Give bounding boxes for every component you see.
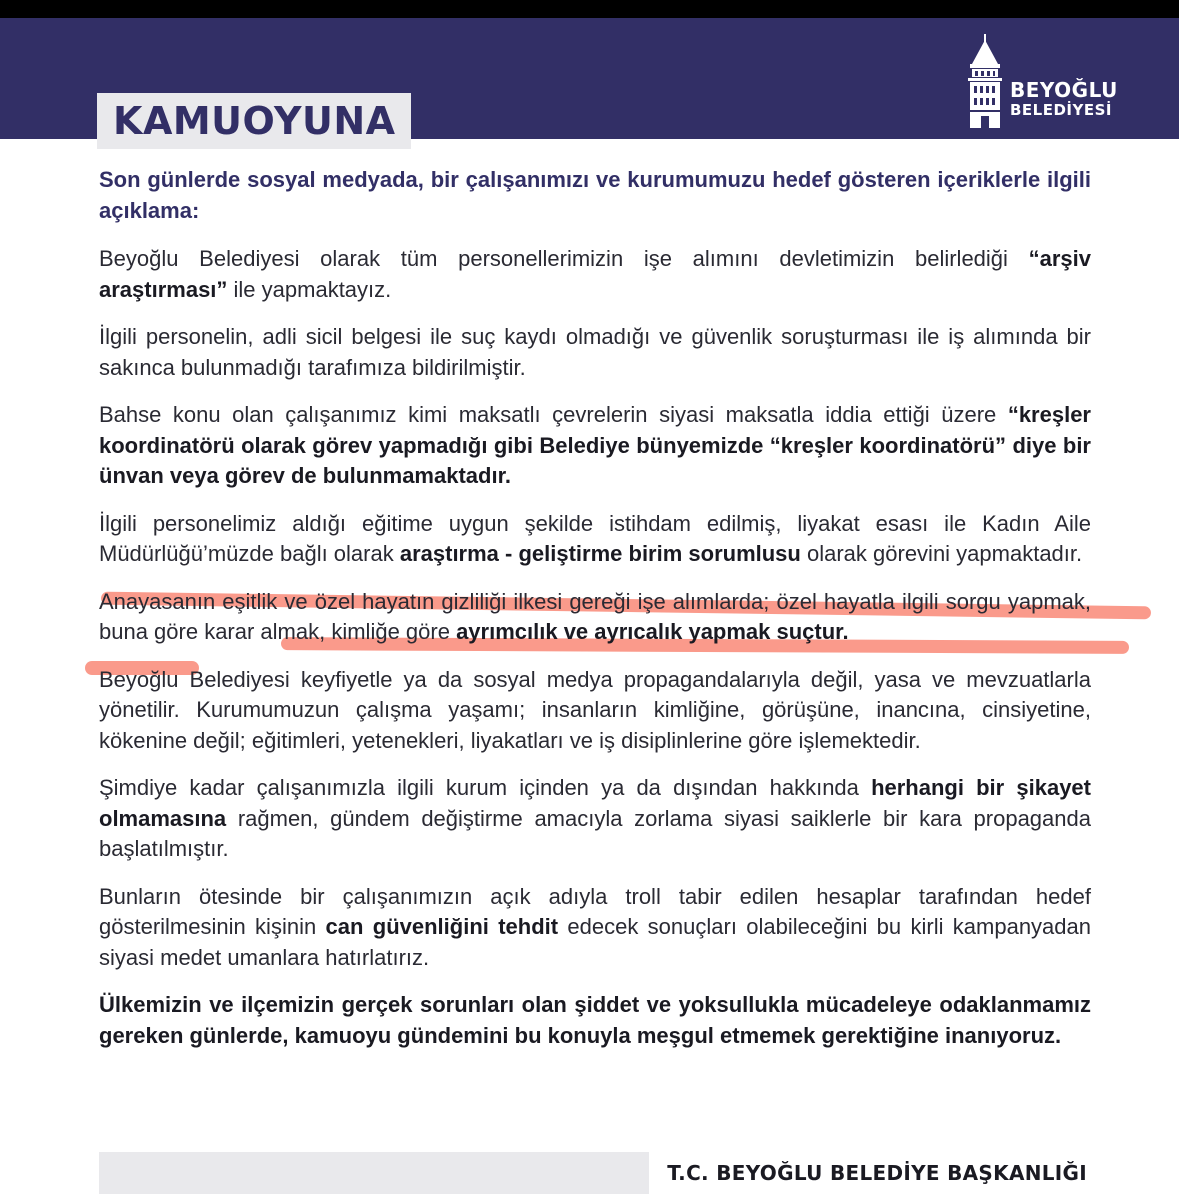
paragraph-4 xyxy=(99,509,1091,570)
paragraph-3-text: Bahse konu olan çalışanımız kimi maksatlı çevrelerin siyasi maksatla iddia ettiği üzere xyxy=(99,402,1008,427)
logo-line-1: BEYOĞLU xyxy=(1010,78,1118,102)
top-black-bar xyxy=(0,0,1179,18)
paragraph-3 xyxy=(99,400,1091,492)
logo-wordmark xyxy=(1010,80,1118,118)
footer-bar xyxy=(99,1152,1091,1194)
paragraph-7-text-end: rağmen, gündem değiştirme amacıyla zorlama siyasi saiklerle bir kara propaganda başlatılmıştır. xyxy=(99,805,1091,861)
page-title: KAMUOYUNA xyxy=(113,99,396,143)
paragraph-1-text: Beyoğlu Belediyesi olarak tüm personellerimizin işe alımını devletimizin belirlediği xyxy=(99,246,1029,271)
paragraph-6: Beyoğlu Belediyesi keyfiyetle ya da sosyal medya propagandalarıyla değil, yasa ve mevzuatlarla yönetilir. Kurumumuzun çalışma yaşamı; insanların kimliğine, görüşüne, inancına, cinsiyetine, kökenine değil; eğitimleri, yetenekleri, liyakatları ve iş disiplinlerine göre işlemektedir. xyxy=(99,666,1091,753)
paragraph-4-text-end: olarak görevini yapmaktadır. xyxy=(800,541,1083,566)
galata-tower-icon xyxy=(962,34,1008,130)
title-box xyxy=(97,93,411,149)
paragraph-4-text: İlgili personelimiz aldığı eğitime uygun şekilde istihdam edilmiş, liyakat esası ile Kadın Aile Müdürlüğü’müzde bağlı olarak xyxy=(99,510,1091,566)
paragraph-2: İlgili personelin, adli sicil belgesi ile suç kaydı olmadığı ve güvenlik soruşturması ile iş alımında bir sakınca bulunmadığı tarafımıza bildirilmiştir. xyxy=(99,324,1091,380)
paragraph-4-bold: araştırma - geliştirme birim sorumlusu xyxy=(399,541,801,566)
paragraph-8-bold: can güvenliğini tehdit xyxy=(325,914,559,939)
paragraph-7-bold: herhangi bir şikayet olmamasına xyxy=(99,775,1091,831)
paragraph-1-text-end: ile yapmaktayız. xyxy=(227,276,392,302)
paragraph-7 xyxy=(99,773,1091,865)
logo-line-2: BELEDİYESİ xyxy=(1010,101,1113,119)
paragraph-1 xyxy=(99,244,1091,305)
paragraph-8-text: Bunların ötesinde bir çalışanımızın açık adıyla troll tabir edilen hesaplar tarafından hedef gösterilmesinin kişinin xyxy=(99,883,1091,939)
paragraph-5-text: Anayasanın eşitlik ve özel hayatın gizliliği ilkesi gereği işe alımlarda; özel hayatla ilgili sorgu yapmak, buna göre karar almak, kimliğe göre xyxy=(99,588,1091,644)
paragraph-5 xyxy=(99,587,1091,648)
closing-statement: Ülkemizin ve ilçemizin gerçek sorunları olan şiddet ve yoksullukla mücadeleye odaklanmamız gereken günlerde, kamuoyu gündemini bu konuyla meşgul etmemek gerektiğine inanıyoruz. xyxy=(99,992,1091,1048)
paragraph-3-bold: “kreşler koordinatörü olarak görev yapmadığı gibi Belediye bünyemizde “kreşler koordinatörü” diye bir ünvan veya görev de bulunmamaktadır. xyxy=(99,402,1091,488)
paragraph-8 xyxy=(99,882,1091,974)
statement-body xyxy=(99,164,1091,1051)
footer-signature: T.C. BEYOĞLU BELEDİYE BAŞKANLIĞI xyxy=(649,1152,1091,1194)
paragraph-5-bold: ayrımcılık ve ayrıcalık yapmak suçtur. xyxy=(456,619,849,644)
lead-heading: Son günlerde sosyal medyada, bir çalışanımızı ve kurumumuzu hedef gösteren içeriklerle ilgili açıklama: xyxy=(99,167,1091,223)
beyoglu-logo xyxy=(962,34,1118,134)
paragraph-1-bold: “arşiv araştırması” xyxy=(99,246,1091,302)
paragraph-7-text: Şimdiye kadar çalışanımızla ilgili kurum içinden ya da dışından hakkında xyxy=(99,775,872,800)
paragraph-8-text-end: edecek sonuçları olabileceğini bu kirli kampanyadan siyasi medet umanlara hatırlatırız. xyxy=(99,914,1092,970)
